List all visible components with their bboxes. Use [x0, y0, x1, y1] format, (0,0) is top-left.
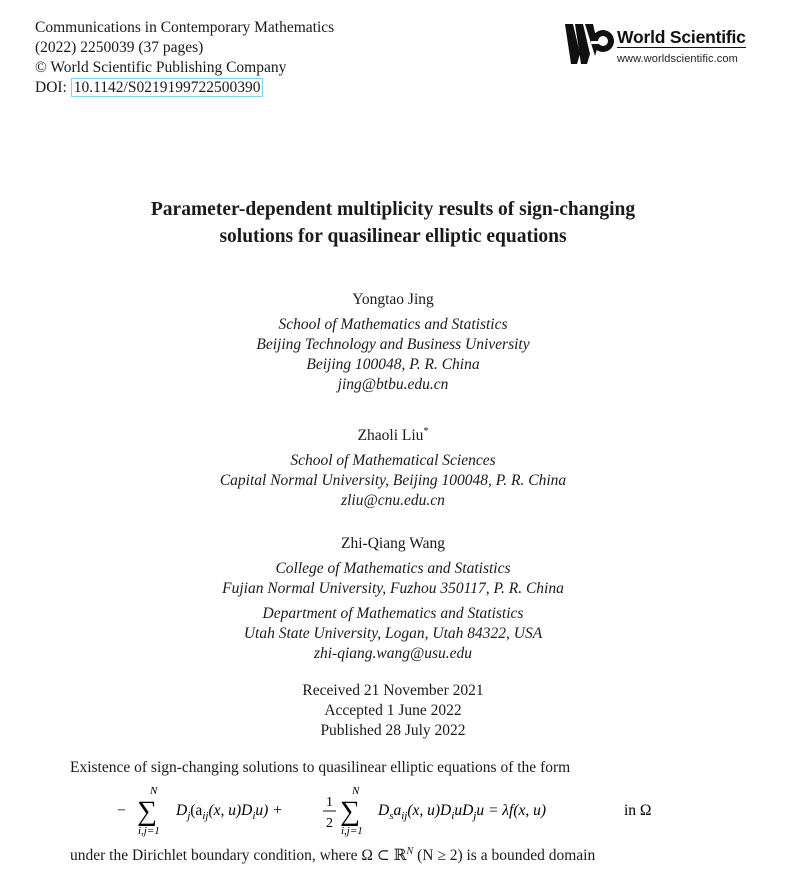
- publisher-url[interactable]: www.worldscientific.com: [617, 53, 738, 65]
- eq-sum1-sigma: ∑: [137, 796, 157, 827]
- author-block-2: [0, 422, 786, 511]
- published-date: Published 28 July 2022: [320, 722, 466, 739]
- main-equation: [0, 783, 786, 843]
- publication-dates: [0, 681, 786, 741]
- author-block-1: [0, 290, 786, 395]
- author-email[interactable]: zhi-qiang.wang@usu.edu: [313, 645, 473, 662]
- eq-sum2-upper: N: [352, 785, 360, 797]
- author-block-3: [0, 534, 786, 664]
- author-email[interactable]: jing@btbu.edu.cn: [337, 376, 449, 393]
- received-date: Received 21 November 2021: [302, 682, 484, 699]
- eq-minus: −: [117, 802, 126, 819]
- author-name: Yongtao Jing: [352, 291, 434, 308]
- eq-term2: $D_sa_{ij}(x$, $u)D_iuD_ju = \lambda f(x$, u): [378, 802, 547, 822]
- eq-frac-num: 1: [326, 795, 333, 810]
- publisher-name: World Scientific: [617, 27, 746, 47]
- journal-doi: [35, 78, 334, 98]
- accepted-date: Accepted 1 June 2022: [324, 702, 462, 719]
- doi-link[interactable]: 10.1142/S0219199722500390: [71, 78, 264, 97]
- affiliation-line: College of Mathematics and Statistics: [275, 560, 511, 577]
- affiliation-line: Capital Normal University, Beijing 100048, P. R. China: [219, 472, 567, 490]
- journal-citation: (2022) 2250039 (37 pages): [35, 39, 204, 56]
- abstract-continuation: under the Dirichlet boundary condition, where Ω ⊂ ℝ$^N$ (N ≥ 2) is a bounded domain: [70, 846, 596, 865]
- publisher-logo[interactable]: [565, 22, 765, 66]
- affiliation-line: Utah State University, Logan, Utah 84322, USA: [243, 625, 543, 642]
- eq-domain: in Ω: [624, 802, 652, 819]
- abstract-intro: Existence of sign-changing solutions to quasilinear elliptic equations of the form: [70, 759, 571, 776]
- affiliation-line: Fujian Normal University, Fuzhou 350117, P. R. China: [222, 580, 564, 597]
- eq-term1: $D_j(a_{ij}(x$, $u)D_iu$) +: [176, 802, 283, 822]
- title-line-2: solutions for quasilinear elliptic equations: [219, 226, 567, 247]
- affiliation-line: Department of Mathematics and Statistics: [262, 605, 524, 622]
- journal-copyright: © World Scientific Publishing Company: [35, 59, 287, 76]
- author-email[interactable]: zliu@cnu.edu.cn: [341, 492, 445, 510]
- doi-label: DOI:: [35, 79, 71, 96]
- eq-sum2-sigma: ∑: [340, 796, 360, 827]
- world-scientific-logo-icon: [565, 22, 615, 66]
- eq-sum1-upper: N: [150, 785, 158, 797]
- eq-frac-den: 2: [326, 816, 333, 831]
- affiliation-line: Beijing Technology and Business University: [256, 336, 530, 353]
- title-line-1: Parameter-dependent multiplicity results of sign-changing: [150, 199, 636, 220]
- journal-name: Communications in Contemporary Mathematics: [35, 19, 335, 36]
- affiliation-line: Beijing 100048, P. R. China: [306, 356, 480, 373]
- journal-header: [35, 18, 334, 98]
- affiliation-line: School of Mathematical Sciences: [290, 452, 496, 470]
- author-name: Zhi-Qiang Wang: [341, 535, 445, 552]
- eq-sum2-lower: i,j=1: [341, 825, 363, 837]
- affiliation-line: School of Mathematics and Statistics: [278, 316, 508, 333]
- corresponding-mark: *: [423, 426, 429, 437]
- paper-title: [0, 196, 786, 250]
- author-name: Zhaoli Liu*: [357, 426, 429, 445]
- eq-sum1-lower: i,j=1: [138, 825, 160, 837]
